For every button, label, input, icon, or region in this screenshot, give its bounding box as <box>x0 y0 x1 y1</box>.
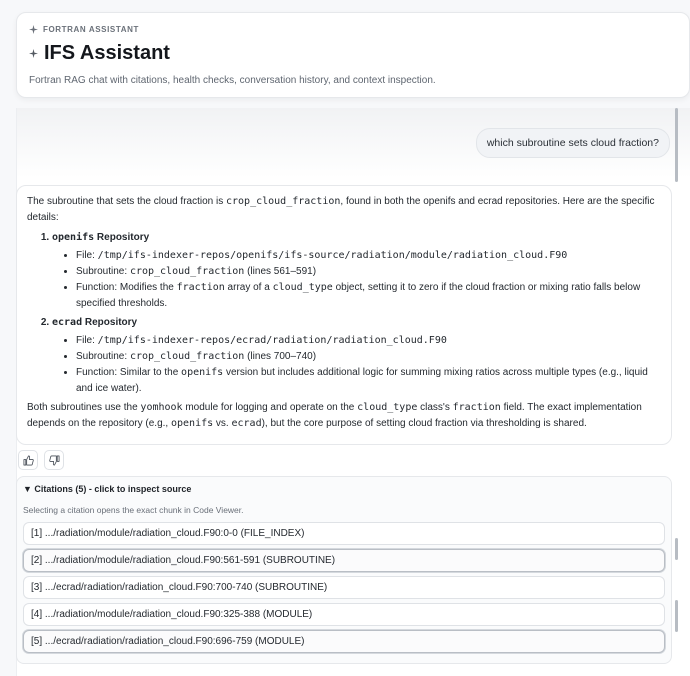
chat-scrollbar[interactable] <box>674 108 680 668</box>
thumbs-up-button[interactable] <box>18 450 38 470</box>
citation-item-2[interactable]: [2] .../radiation/module/radiation_cloud.F90:561-591 (SUBROUTINE) <box>23 549 665 572</box>
citations-list <box>23 522 665 653</box>
page-title: IFS Assistant <box>44 42 170 64</box>
eyebrow <box>29 25 677 34</box>
citation-item-5[interactable]: [5] .../ecrad/radiation/radiation_cloud.F90:696-759 (MODULE) <box>23 630 665 653</box>
page-subtitle: Fortran RAG chat with citations, health checks, conversation history, and context inspection. <box>29 75 436 86</box>
citations-panel <box>16 476 672 664</box>
citations-toggle[interactable]: ▼ Citations (5) - click to inspect source <box>23 484 192 494</box>
thumbs-down-icon <box>49 455 60 466</box>
assistant-message <box>16 185 672 445</box>
list-item: 1. openifs Repository • File: /tmp/ifs-indexer-repos/openifs/ifs-source/radiation/module/radiation_cloud.F90 • Subroutine: crop_cloud_fraction (lines 561–591) • Function: Modifies the fraction array of a cloud_type object, setting it to zero if the cloud fraction or mixing ratio falls below specified thresholds. <box>52 230 661 312</box>
thumbs-down-button[interactable] <box>44 450 64 470</box>
sparkle-icon <box>29 49 38 58</box>
citation-item-1[interactable]: [1] .../radiation/module/radiation_cloud.F90:0-0 (FILE_INDEX) <box>23 522 665 545</box>
citations-hint: Selecting a citation opens the exact chunk in Code Viewer. <box>23 505 244 515</box>
list-item: 2. ecrad Repository • File: /tmp/ifs-indexer-repos/ecrad/radiation/radiation_cloud.F90 • Subroutine: crop_cloud_fraction (lines 700–740) • Function: Similar to the openifs version but includes additional logic for summing mixing ratios across multiple types (e.g., liquid and ice water). <box>52 315 661 397</box>
answer-outro: Both subroutines use the yomhook module for logging and operate on the cloud_type class's fraction field. The exact implementation depends on the repository (e.g., openifs vs. ecrad), but the core purpose of setting cloud fraction via thresholding is shared. <box>27 402 642 429</box>
app-header <box>16 12 690 98</box>
feedback-bar <box>18 450 64 470</box>
citation-item-3[interactable]: [3] .../ecrad/radiation/radiation_cloud.F90:700-740 (SUBROUTINE) <box>23 576 665 599</box>
answer-intro: The subroutine that sets the cloud fraction is crop_cloud_fraction, found in both the openifs and ecrad repositories. Here are the specific details: <box>27 196 655 223</box>
thumbs-up-icon <box>23 455 34 466</box>
citation-item-4[interactable]: [4] .../radiation/module/radiation_cloud.F90:325-388 (MODULE) <box>23 603 665 626</box>
user-message: which subroutine sets cloud fraction? <box>476 128 670 158</box>
eyebrow-label: FORTRAN ASSISTANT <box>43 25 139 34</box>
repo-list <box>52 230 661 397</box>
sparkle-icon <box>29 25 38 34</box>
